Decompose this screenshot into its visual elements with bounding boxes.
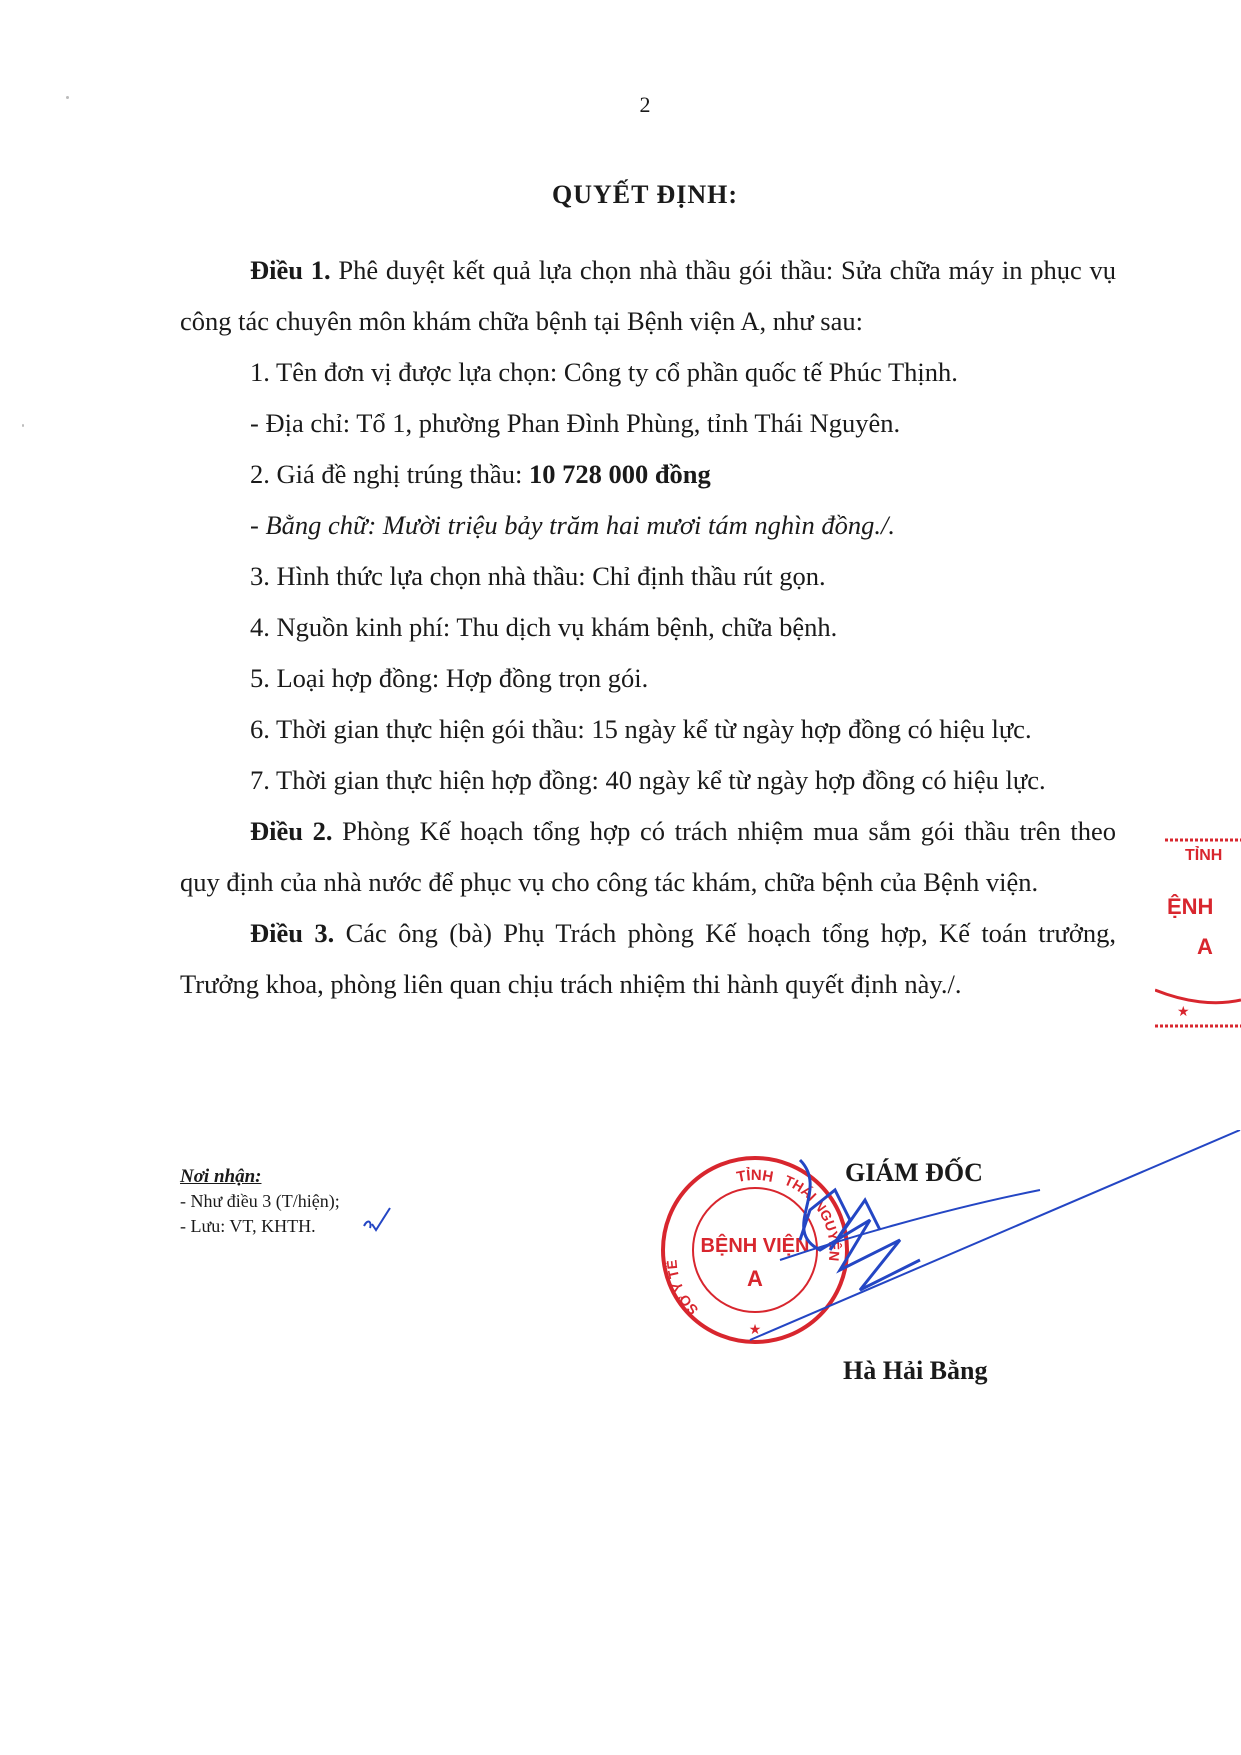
price-label: 2. Giá đề nghị trúng thầu:	[250, 459, 529, 489]
article-3-text: Các ông (bà) Phụ Trách phòng Kế hoạch tổng hợp, Kế toán trưởng, Trưởng khoa, phòng liên quan chịu trách nhiệm thi hành quyết định này./.	[180, 918, 1116, 999]
recipient-line: - Như điều 3 (T/hiện);	[180, 1191, 340, 1211]
article-1-item: 5. Loại hợp đồng: Hợp đồng trọn gói.	[250, 663, 649, 693]
article-1-item: 1. Tên đơn vị được lựa chọn: Công ty cổ phần quốc tế Phúc Thịnh.	[250, 357, 958, 387]
decision-title: QUYẾT ĐỊNH:	[551, 180, 739, 209]
article-1	[180, 245, 1116, 1010]
article-1-text: Phê duyệt kết quả lựa chọn nhà thầu gói thầu: Sửa chữa máy in phục vụ công tác chuyên môn khám chữa bệnh tại Bệnh viện A, như sau:	[180, 255, 1117, 336]
article-1-item-text: 7. Thời gian thực hiện hợp đồng: 40 ngày kể từ ngày hợp đồng có hiệu lực.	[250, 765, 1046, 795]
signer-title: GIÁM ĐỐC	[845, 1158, 983, 1187]
article-1-item: - Địa chỉ: Tổ 1, phường Phan Đình Phùng, tỉnh Thái Nguyên.	[250, 408, 901, 438]
initials-mark	[360, 1204, 400, 1234]
edge-stamp-line1: TỈNH	[1185, 847, 1223, 864]
article-1-label: Điều 1.	[250, 255, 331, 285]
stamp-left-text: SỞ Y TẾ	[663, 1259, 702, 1319]
recipient-line: - Lưu: VT, KHTH.	[180, 1216, 316, 1236]
recipients-block	[180, 1164, 340, 1239]
edge-stamp-line3: A	[1197, 934, 1213, 959]
signer-name: Hà Hải Bằng	[843, 1356, 988, 1385]
recipients-heading: Nơi nhận:	[180, 1166, 262, 1187]
article-1-price	[180, 449, 1116, 500]
scan-speck	[22, 424, 24, 427]
edge-stamp-line2: ỆNH	[1167, 894, 1214, 919]
article-1-intro	[180, 245, 1116, 347]
price-in-words: - Bằng chữ: Mười triệu bảy trăm hai mươi tám nghìn đồng./.	[250, 510, 896, 540]
article-2	[180, 806, 1116, 908]
stamp-center-letter: A	[747, 1266, 763, 1291]
article-1-item: 3. Hình thức lựa chọn nhà thầu: Chỉ định thầu rút gọn.	[250, 561, 826, 591]
stamp-center-text: BỆNH VIỆN	[700, 1235, 810, 1257]
article-1-item	[180, 755, 1116, 806]
article-1-item: 4. Nguồn kinh phí: Thu dịch vụ khám bệnh, chữa bệnh.	[250, 612, 838, 642]
edge-stamp-fragment	[1155, 830, 1241, 1030]
article-2-label: Điều 2.	[250, 816, 333, 846]
handwritten-signature	[740, 1130, 1241, 1380]
article-3	[180, 908, 1116, 1010]
page-number: 2	[639, 92, 651, 117]
article-2-text: Phòng Kế hoạch tổng hợp có trách nhiệm mua sắm gói thầu trên theo quy định của nhà nước để phục vụ cho công tác khám, chữa bệnh của Bệnh viện.	[180, 816, 1117, 897]
stamp-star-icon: ★	[748, 1323, 762, 1338]
article-3-label: Điều 3.	[250, 918, 335, 948]
stamp-top-text: TỈNH	[735, 1166, 775, 1186]
article-1-item: 6. Thời gian thực hiện gói thầu: 15 ngày kể từ ngày hợp đồng có hiệu lực.	[250, 714, 1032, 744]
edge-stamp-star-icon: ★	[1177, 1005, 1190, 1020]
price-value: 10 728 000 đồng	[528, 459, 711, 489]
stamp-right-text: THÁI NGUYÊN	[782, 1171, 843, 1262]
